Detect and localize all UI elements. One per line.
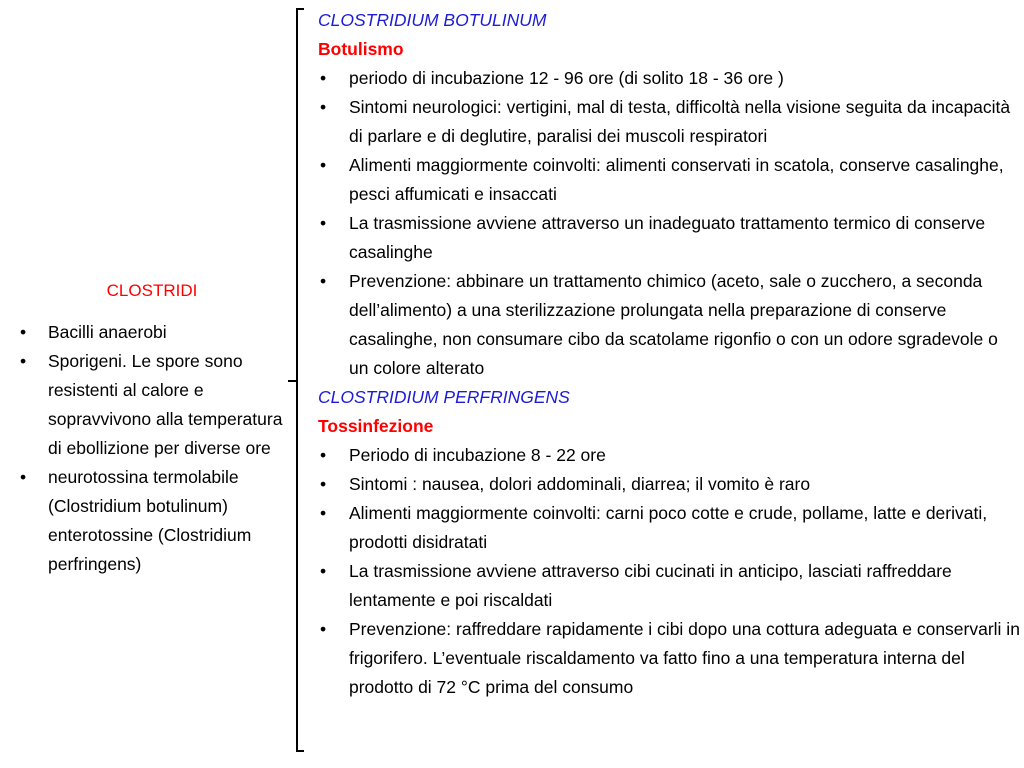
botulinum-bullet: • Alimenti maggiormente coinvolti: alimenti conservati in scatola, conserve casalinghe, pesci affumicati e insaccati [318, 151, 1022, 209]
botulinum-bullet: • Sintomi neurologici: vertigini, mal di testa, difficoltà nella visione seguita da incapacità di parlare e di deglutire, paralisi dei muscoli respiratori [318, 93, 1022, 151]
botulinum-heading: CLOSTRIDIUM BOTULINUM [318, 10, 547, 30]
bracket-tick [288, 380, 298, 382]
botulinum-bullet-list [318, 64, 1022, 383]
perfringens-bullet-list [318, 441, 1022, 702]
right-panel [318, 6, 1022, 702]
perfringens-bullet: • Prevenzione: raffreddare rapidamente i cibi dopo una cottura adeguata e conservarli in frigorifero. L’eventuale riscaldamento va fatto fino a una temperatura interna del prodotto di 72 °C prima del consumo [318, 615, 1022, 702]
left-bullet: • Bacilli anaerobi [18, 318, 286, 347]
left-panel [18, 280, 286, 579]
perfringens-heading: CLOSTRIDIUM PERFRINGENS [318, 387, 570, 407]
left-bullet: • neurotossina termolabile (Clostridium botulinum) enterotossine (Clostridium perfringens) [18, 463, 286, 579]
botulismo-heading: Botulismo [318, 39, 404, 59]
perfringens-bullet: • Periodo di incubazione 8 - 22 ore [318, 441, 1022, 470]
left-title: CLOSTRIDI [106, 281, 198, 300]
botulinum-bullet: • periodo di incubazione 12 - 96 ore (di solito 18 - 36 ore ) [318, 64, 1022, 93]
left-bullet: • Sporigeni. Le spore sono resistenti al calore e sopravvivono alla temperatura di ebollizione per diverse ore [18, 347, 286, 463]
perfringens-bullet: • La trasmissione avviene attraverso cibi cucinati in anticipo, lasciati raffreddare lentamente e poi riscaldati [318, 557, 1022, 615]
perfringens-bullet: • Sintomi : nausea, dolori addominali, diarrea; il vomito è raro [318, 470, 1022, 499]
left-bullet-list [18, 318, 286, 579]
botulinum-bullet: • La trasmissione avviene attraverso un inadeguato trattamento termico di conserve casalinghe [318, 209, 1022, 267]
perfringens-bullet: • Alimenti maggiormente coinvolti: carni poco cotte e crude, pollame, latte e derivati, prodotti disidratati [318, 499, 1022, 557]
tossinfezione-heading: Tossinfezione [318, 416, 434, 436]
botulinum-bullet: • Prevenzione: abbinare un trattamento chimico (aceto, sale o zucchero, a seconda dell’alimento) a una sterilizzazione prolungata nella preparazione di conserve casalinghe, non consumare cibo da scatolame rigonfio o con un odore sgradevole o un colore alterato [318, 267, 1022, 383]
